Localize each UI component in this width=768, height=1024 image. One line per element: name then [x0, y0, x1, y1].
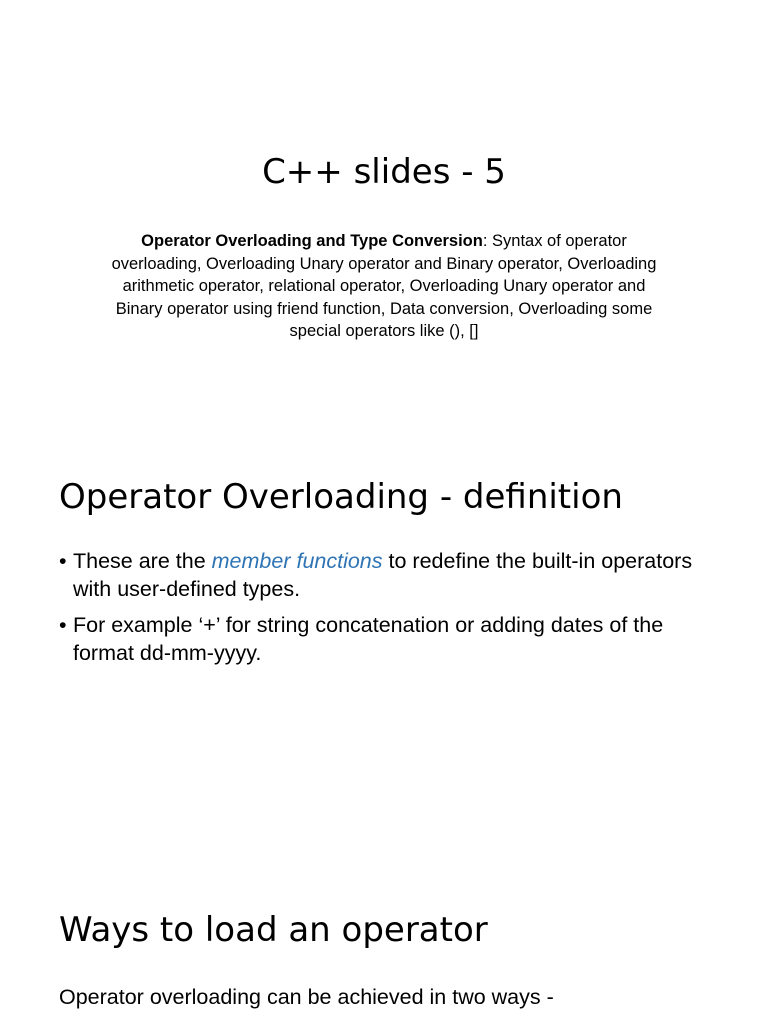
bullet-item	[59, 548, 699, 603]
definition-bullet-list	[59, 548, 699, 676]
subtitle-description: : Syntax of operator overloading, Overloading Unary operator and Binary operator, Overloading arithmetic operator, relational operator, Overloading Unary operator and Binary operator using friend function, Data conversion, Overloading some special operators like (), []	[111, 232, 657, 340]
bullet-icon: •	[59, 549, 67, 573]
slide-title: C++ slides - 5	[262, 152, 506, 192]
member-functions-link[interactable]: member functions	[211, 549, 383, 573]
heading-ways-to-load-operator: Ways to load an operator	[59, 910, 488, 950]
bullet-text-after: to redefine the built-in operators with user-defined types.	[73, 549, 693, 601]
subtitle-bold-topic: Operator Overloading and Type Conversion	[141, 232, 483, 250]
bullet-icon: •	[59, 613, 67, 637]
body-text: Operator overloading can be achieved in two ways -	[59, 985, 554, 1009]
bullet-text-before: These are the	[73, 549, 212, 573]
bullet-text: For example ‘+’ for string concatenation or adding dates of the format dd-mm-yyyy.	[73, 613, 664, 665]
bullet-item	[59, 612, 699, 667]
heading-operator-overloading-definition: Operator Overloading - definition	[59, 477, 623, 517]
slide-subtitle	[104, 230, 664, 343]
